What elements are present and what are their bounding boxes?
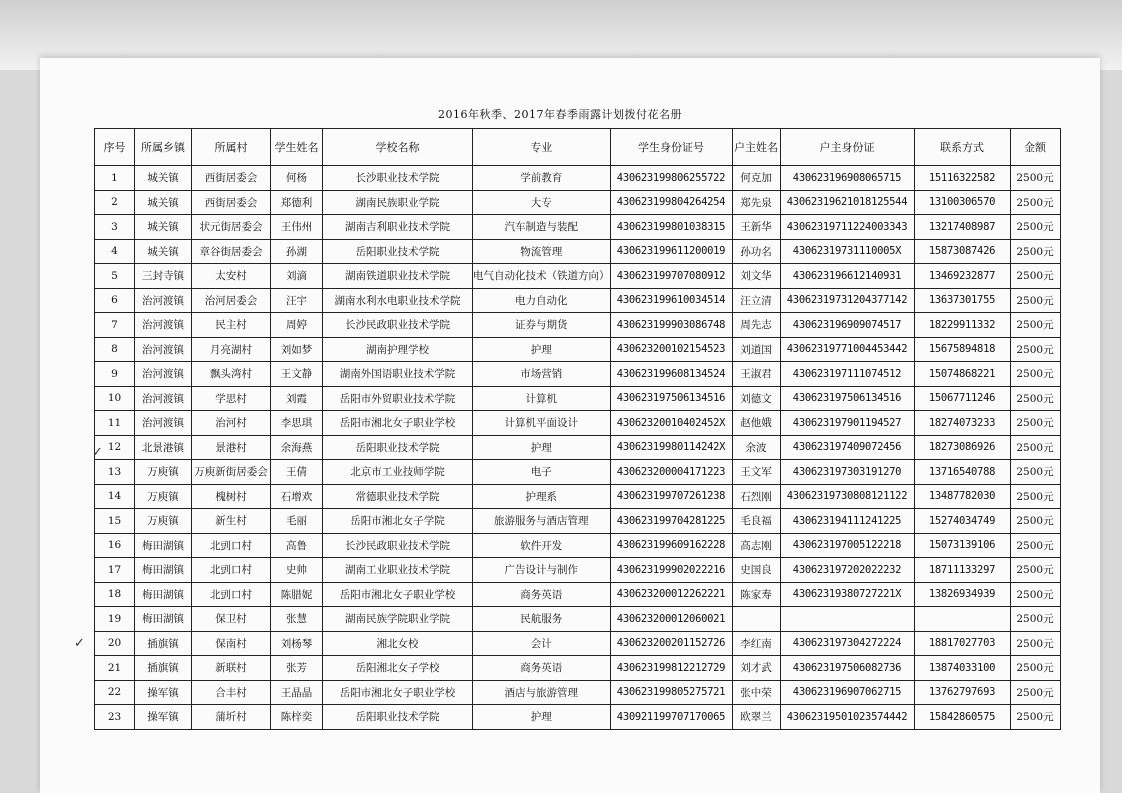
- cell-household-id: 43062319731110005X: [780, 239, 914, 264]
- cell-phone: 13487782030: [914, 484, 1010, 509]
- cell-index: 17: [95, 558, 135, 583]
- cell-household-name: 张中荣: [732, 680, 780, 705]
- cell-household-name: 孙功名: [732, 239, 780, 264]
- cell-household-id: 430623197304272224: [780, 631, 914, 656]
- cell-phone: 13100306570: [914, 190, 1010, 215]
- cell-major: 大专: [473, 190, 611, 215]
- cell-household-id: 430623197901194527: [780, 411, 914, 436]
- cell-student-name: 孙湖: [271, 239, 323, 264]
- cell-amount: 2500元: [1010, 435, 1060, 460]
- cell-phone: 13762797693: [914, 680, 1010, 705]
- cell-household-name: 王新华: [732, 215, 780, 240]
- cell-student-id: 430623199609162228: [610, 533, 732, 558]
- cell-student-name: 王倩: [271, 460, 323, 485]
- cell-town: 城关镇: [135, 190, 192, 215]
- cell-amount: 2500元: [1010, 166, 1060, 191]
- cell-student-name: 何杨: [271, 166, 323, 191]
- cell-household-id: 430623194111241225: [780, 509, 914, 534]
- cell-household-id: 430623197111074512: [780, 362, 914, 387]
- cell-school: 湖南护理学校: [323, 337, 473, 362]
- cell-village: 新生村: [192, 509, 271, 534]
- cell-village: 北剅口村: [192, 533, 271, 558]
- cell-index: 15: [95, 509, 135, 534]
- col-header-phone: 联系方式: [914, 129, 1010, 166]
- cell-index: 20: [95, 631, 135, 656]
- cell-student-id: 430623200012060021: [610, 607, 732, 632]
- col-header-index: 序号: [95, 129, 135, 166]
- cell-amount: 2500元: [1010, 239, 1060, 264]
- cell-student-name: 刘如梦: [271, 337, 323, 362]
- cell-household-name: 史国良: [732, 558, 780, 583]
- cell-student-name: 石增欢: [271, 484, 323, 509]
- cell-student-id: 430623199812212729: [610, 656, 732, 681]
- cell-town: 城关镇: [135, 239, 192, 264]
- cell-student-name: 周婷: [271, 313, 323, 338]
- cell-household-name: 刘才武: [732, 656, 780, 681]
- cell-student-name: 刘霞: [271, 386, 323, 411]
- cell-town: 治河渡镇: [135, 337, 192, 362]
- cell-student-name: 刘滴: [271, 264, 323, 289]
- cell-school: 岳阳市湘北女子职业学校: [323, 582, 473, 607]
- cell-index: 10: [95, 386, 135, 411]
- cell-household-name: 石烈刚: [732, 484, 780, 509]
- handwritten-check-mark: ✓: [92, 445, 103, 460]
- cell-student-id: 430623200102154523: [610, 337, 732, 362]
- cell-major: 商务英语: [473, 582, 611, 607]
- cell-phone: 13826934939: [914, 582, 1010, 607]
- cell-amount: 2500元: [1010, 484, 1060, 509]
- cell-student-id: 430623199805275721: [610, 680, 732, 705]
- cell-major: 电子: [473, 460, 611, 485]
- cell-village: 万庾新街居委会: [192, 460, 271, 485]
- cell-household-id: 43062319501023574442: [780, 705, 914, 730]
- table-row: [95, 190, 1061, 215]
- cell-household-id: 430623197409072456: [780, 435, 914, 460]
- cell-student-id: 430623199902022216: [610, 558, 732, 583]
- table-row: [95, 288, 1061, 313]
- cell-student-name: 陈梓奕: [271, 705, 323, 730]
- cell-phone: 15873087426: [914, 239, 1010, 264]
- cell-amount: 2500元: [1010, 558, 1060, 583]
- table-row: [95, 533, 1061, 558]
- cell-school: 湖南民族职业学院: [323, 190, 473, 215]
- cell-village: 章谷街居委会: [192, 239, 271, 264]
- cell-student-name: 李思琪: [271, 411, 323, 436]
- cell-village: 蒲圻村: [192, 705, 271, 730]
- table-row: [95, 558, 1061, 583]
- col-header-household-id: 户主身份证: [780, 129, 914, 166]
- cell-student-id: 430623199707080912: [610, 264, 732, 289]
- cell-amount: 2500元: [1010, 582, 1060, 607]
- cell-student-id: 43062320010402452X: [610, 411, 732, 436]
- cell-village: 治河居委会: [192, 288, 271, 313]
- cell-school: 北京市工业技师学院: [323, 460, 473, 485]
- cell-index: 6: [95, 288, 135, 313]
- cell-major: 物流管理: [473, 239, 611, 264]
- cell-phone: 15274034749: [914, 509, 1010, 534]
- cell-town: 治河渡镇: [135, 313, 192, 338]
- cell-phone: 15116322582: [914, 166, 1010, 191]
- cell-town: 梅田湖镇: [135, 607, 192, 632]
- cell-household-name: 郑先泉: [732, 190, 780, 215]
- cell-school: 长沙职业技术学院: [323, 166, 473, 191]
- cell-household-id: [780, 607, 914, 632]
- cell-student-id: 430623199804264254: [610, 190, 732, 215]
- cell-school: 长沙民政职业技术学院: [323, 533, 473, 558]
- cell-student-name: 史帅: [271, 558, 323, 583]
- cell-school: 常德职业技术学院: [323, 484, 473, 509]
- header-row: [95, 129, 1061, 166]
- cell-major: 电气自动化技术（铁道方向）: [473, 264, 611, 289]
- cell-student-id: 430623199806255722: [610, 166, 732, 191]
- cell-town: 治河渡镇: [135, 411, 192, 436]
- cell-major: 民航服务: [473, 607, 611, 632]
- cell-phone: [914, 607, 1010, 632]
- cell-student-id: 430623200012262221: [610, 582, 732, 607]
- col-header-school: 学校名称: [323, 129, 473, 166]
- cell-index: 23: [95, 705, 135, 730]
- cell-household-name: 赵他娥: [732, 411, 780, 436]
- cell-amount: 2500元: [1010, 190, 1060, 215]
- cell-amount: 2500元: [1010, 411, 1060, 436]
- cell-major: 软件开发: [473, 533, 611, 558]
- cell-phone: 13469232877: [914, 264, 1010, 289]
- cell-village: 景港村: [192, 435, 271, 460]
- cell-student-name: 刘杨琴: [271, 631, 323, 656]
- col-header-village: 所属村: [192, 129, 271, 166]
- cell-school: 岳阳职业技术学院: [323, 239, 473, 264]
- table-row: [95, 239, 1061, 264]
- cell-town: 操军镇: [135, 705, 192, 730]
- cell-household-name: 汪立清: [732, 288, 780, 313]
- cell-student-name: 王晶晶: [271, 680, 323, 705]
- cell-major: 护理系: [473, 484, 611, 509]
- cell-amount: 2500元: [1010, 313, 1060, 338]
- cell-phone: 15067711246: [914, 386, 1010, 411]
- cell-phone: 18711133297: [914, 558, 1010, 583]
- cell-town: 梅田湖镇: [135, 582, 192, 607]
- cell-school: 岳阳职业技术学院: [323, 435, 473, 460]
- cell-index: 13: [95, 460, 135, 485]
- cell-school: 湖南铁道职业技术学院: [323, 264, 473, 289]
- cell-town: 城关镇: [135, 166, 192, 191]
- cell-index: 9: [95, 362, 135, 387]
- cell-household-id: 430623196907062715: [780, 680, 914, 705]
- cell-household-name: 刘道国: [732, 337, 780, 362]
- cell-town: 梅田湖镇: [135, 558, 192, 583]
- cell-household-name: [732, 607, 780, 632]
- cell-index: 21: [95, 656, 135, 681]
- table-row: [95, 460, 1061, 485]
- cell-town: 插旗镇: [135, 631, 192, 656]
- cell-student-id: 430623197506134516: [610, 386, 732, 411]
- cell-amount: 2500元: [1010, 264, 1060, 289]
- cell-household-id: 430623196909074517: [780, 313, 914, 338]
- cell-student-name: 余海燕: [271, 435, 323, 460]
- cell-amount: 2500元: [1010, 680, 1060, 705]
- cell-index: 2: [95, 190, 135, 215]
- cell-village: 保南村: [192, 631, 271, 656]
- roster-table: [94, 128, 1061, 730]
- cell-village: 飘头湾村: [192, 362, 271, 387]
- cell-town: 万庾镇: [135, 484, 192, 509]
- cell-major: 酒店与旅游管理: [473, 680, 611, 705]
- cell-town: 梅田湖镇: [135, 533, 192, 558]
- cell-student-id: 430623199704281225: [610, 509, 732, 534]
- cell-town: 城关镇: [135, 215, 192, 240]
- cell-major: 商务英语: [473, 656, 611, 681]
- cell-major: 电力自动化: [473, 288, 611, 313]
- cell-student-id: 430623200201152726: [610, 631, 732, 656]
- cell-index: 3: [95, 215, 135, 240]
- cell-village: 北剅口村: [192, 582, 271, 607]
- cell-phone: 13716540788: [914, 460, 1010, 485]
- cell-school: 湖南民族学院职业学院: [323, 607, 473, 632]
- cell-phone: 15074868221: [914, 362, 1010, 387]
- cell-town: 插旗镇: [135, 656, 192, 681]
- cell-school: 湖南外国语职业技术学院: [323, 362, 473, 387]
- cell-student-id: 430623199801038315: [610, 215, 732, 240]
- cell-village: 西街居委会: [192, 166, 271, 191]
- cell-household-id: 430623196612140931: [780, 264, 914, 289]
- cell-village: 治河村: [192, 411, 271, 436]
- cell-school: 岳阳市湘北女子职业学校: [323, 680, 473, 705]
- col-header-student-id: 学生身份证号: [610, 129, 732, 166]
- cell-household-id: 43062319711224003343: [780, 215, 914, 240]
- cell-village: 民主村: [192, 313, 271, 338]
- cell-amount: 2500元: [1010, 631, 1060, 656]
- document-title: 2016年秋季、2017年春季雨露计划拨付花名册: [438, 108, 682, 121]
- cell-town: 治河渡镇: [135, 362, 192, 387]
- cell-index: 14: [95, 484, 135, 509]
- cell-town: 三封寺镇: [135, 264, 192, 289]
- cell-amount: 2500元: [1010, 509, 1060, 534]
- cell-household-id: 43062319380727221X: [780, 582, 914, 607]
- cell-major: 护理: [473, 435, 611, 460]
- cell-index: 5: [95, 264, 135, 289]
- cell-index: 22: [95, 680, 135, 705]
- cell-phone: 18273086926: [914, 435, 1010, 460]
- cell-village: 学思村: [192, 386, 271, 411]
- cell-student-name: 王文静: [271, 362, 323, 387]
- cell-household-name: 余波: [732, 435, 780, 460]
- col-header-major: 专业: [473, 129, 611, 166]
- cell-student-name: 张慧: [271, 607, 323, 632]
- cell-school: 岳阳市湘北女子职业学校: [323, 411, 473, 436]
- cell-household-name: 刘文华: [732, 264, 780, 289]
- cell-household-id: 43062319621018125544: [780, 190, 914, 215]
- cell-school: 岳阳市外贸职业技术学院: [323, 386, 473, 411]
- table-row: [95, 386, 1061, 411]
- cell-student-name: 王伟州: [271, 215, 323, 240]
- cell-school: 湖南工业职业技术学院: [323, 558, 473, 583]
- col-header-student-name: 学生姓名: [271, 129, 323, 166]
- cell-student-id: 430623199608134524: [610, 362, 732, 387]
- cell-amount: 2500元: [1010, 705, 1060, 730]
- cell-amount: 2500元: [1010, 215, 1060, 240]
- table-row: [95, 362, 1061, 387]
- table-row: [95, 484, 1061, 509]
- cell-amount: 2500元: [1010, 362, 1060, 387]
- cell-student-id: 430623199610034514: [610, 288, 732, 313]
- cell-index: 4: [95, 239, 135, 264]
- cell-student-id: 43062319980114242X: [610, 435, 732, 460]
- cell-household-id: 430623197506134516: [780, 386, 914, 411]
- cell-school: 湖南水利水电职业技术学院: [323, 288, 473, 313]
- cell-village: 槐树村: [192, 484, 271, 509]
- cell-household-id: 430623196908065715: [780, 166, 914, 191]
- cell-household-name: 何克加: [732, 166, 780, 191]
- cell-index: 19: [95, 607, 135, 632]
- cell-major: 计算机: [473, 386, 611, 411]
- cell-major: 旅游服务与酒店管理: [473, 509, 611, 534]
- table-row: [95, 509, 1061, 534]
- cell-major: 护理: [473, 705, 611, 730]
- cell-household-name: 高志刚: [732, 533, 780, 558]
- cell-amount: 2500元: [1010, 386, 1060, 411]
- cell-phone: 15073139106: [914, 533, 1010, 558]
- cell-household-id: 430623197202022232: [780, 558, 914, 583]
- cell-household-id: 43062319731204377142: [780, 288, 914, 313]
- cell-town: 北景港镇: [135, 435, 192, 460]
- roster-body: [95, 166, 1061, 730]
- cell-amount: 2500元: [1010, 460, 1060, 485]
- table-row: [95, 656, 1061, 681]
- document-page: [40, 58, 1100, 793]
- table-row: [95, 631, 1061, 656]
- cell-school: 湘北女校: [323, 631, 473, 656]
- cell-amount: 2500元: [1010, 533, 1060, 558]
- cell-index: 12: [95, 435, 135, 460]
- cell-village: 保卫村: [192, 607, 271, 632]
- cell-major: 汽车制造与装配: [473, 215, 611, 240]
- cell-index: 1: [95, 166, 135, 191]
- cell-major: 护理: [473, 337, 611, 362]
- cell-school: 长沙民政职业技术学院: [323, 313, 473, 338]
- cell-major: 计算机平面设计: [473, 411, 611, 436]
- cell-household-id: 43062319771004453442: [780, 337, 914, 362]
- cell-index: 8: [95, 337, 135, 362]
- cell-village: 太安村: [192, 264, 271, 289]
- cell-student-name: 陈腊妮: [271, 582, 323, 607]
- cell-student-id: 430623199611200019: [610, 239, 732, 264]
- cell-village: 月亮湖村: [192, 337, 271, 362]
- cell-village: 状元街居委会: [192, 215, 271, 240]
- cell-household-name: 毛良福: [732, 509, 780, 534]
- cell-student-id: 430623200004171223: [610, 460, 732, 485]
- cell-amount: 2500元: [1010, 656, 1060, 681]
- cell-student-id: 430623199707261238: [610, 484, 732, 509]
- table-row: [95, 607, 1061, 632]
- cell-student-id: 430921199707170065: [610, 705, 732, 730]
- cell-household-id: 430623197005122218: [780, 533, 914, 558]
- cell-household-name: 刘德文: [732, 386, 780, 411]
- cell-school: 岳阳市湘北女子学院: [323, 509, 473, 534]
- cell-student-id: 430623199903086748: [610, 313, 732, 338]
- cell-school: 岳阳湘北女子学校: [323, 656, 473, 681]
- cell-phone: 18274073233: [914, 411, 1010, 436]
- cell-phone: 15675894818: [914, 337, 1010, 362]
- table-row: [95, 411, 1061, 436]
- cell-major: 证券与期货: [473, 313, 611, 338]
- cell-village: 北剅口村: [192, 558, 271, 583]
- cell-phone: 15842860575: [914, 705, 1010, 730]
- cell-phone: 13217408987: [914, 215, 1010, 240]
- cell-student-name: 高鲁: [271, 533, 323, 558]
- table-row: [95, 435, 1061, 460]
- cell-major: 会计: [473, 631, 611, 656]
- table-row: [95, 166, 1061, 191]
- table-row: [95, 264, 1061, 289]
- cell-town: 万庾镇: [135, 460, 192, 485]
- cell-index: 11: [95, 411, 135, 436]
- table-row: [95, 313, 1061, 338]
- cell-index: 7: [95, 313, 135, 338]
- cell-school: 岳阳职业技术学院: [323, 705, 473, 730]
- col-header-town: 所属乡镇: [135, 129, 192, 166]
- cell-household-name: 周先志: [732, 313, 780, 338]
- cell-household-name: 陈家寿: [732, 582, 780, 607]
- cell-student-name: 汪宇: [271, 288, 323, 313]
- table-row: [95, 680, 1061, 705]
- cell-household-id: 43062319730808121122: [780, 484, 914, 509]
- cell-amount: 2500元: [1010, 288, 1060, 313]
- col-header-household-name: 户主姓名: [732, 129, 780, 166]
- cell-phone: 18229911332: [914, 313, 1010, 338]
- cell-student-name: 郑德利: [271, 190, 323, 215]
- cell-school: 湖南吉利职业技术学院: [323, 215, 473, 240]
- table-row: [95, 337, 1061, 362]
- cell-major: 学前教育: [473, 166, 611, 191]
- cell-village: 西街居委会: [192, 190, 271, 215]
- cell-village: 新联村: [192, 656, 271, 681]
- cell-amount: 2500元: [1010, 607, 1060, 632]
- cell-town: 操军镇: [135, 680, 192, 705]
- cell-major: 广告设计与制作: [473, 558, 611, 583]
- cell-town: 治河渡镇: [135, 288, 192, 313]
- cell-student-name: 张芳: [271, 656, 323, 681]
- cell-household-name: 欧翠兰: [732, 705, 780, 730]
- cell-amount: 2500元: [1010, 337, 1060, 362]
- table-row: [95, 582, 1061, 607]
- cell-town: 万庾镇: [135, 509, 192, 534]
- cell-phone: 13874033100: [914, 656, 1010, 681]
- cell-household-name: 王文军: [732, 460, 780, 485]
- table-row: [95, 215, 1061, 240]
- cell-major: 市场营销: [473, 362, 611, 387]
- cell-household-name: 王淑君: [732, 362, 780, 387]
- cell-household-name: 李红南: [732, 631, 780, 656]
- col-header-amount: 金额: [1010, 129, 1060, 166]
- cell-household-id: 430623197506082736: [780, 656, 914, 681]
- cell-household-id: 430623197303191270: [780, 460, 914, 485]
- handwritten-check-mark: ✓: [74, 636, 85, 651]
- table-row: [95, 705, 1061, 730]
- cell-phone: 18817027703: [914, 631, 1010, 656]
- cell-index: 18: [95, 582, 135, 607]
- cell-village: 合丰村: [192, 680, 271, 705]
- cell-student-name: 毛丽: [271, 509, 323, 534]
- cell-phone: 13637301755: [914, 288, 1010, 313]
- cell-index: 16: [95, 533, 135, 558]
- cell-town: 治河渡镇: [135, 386, 192, 411]
